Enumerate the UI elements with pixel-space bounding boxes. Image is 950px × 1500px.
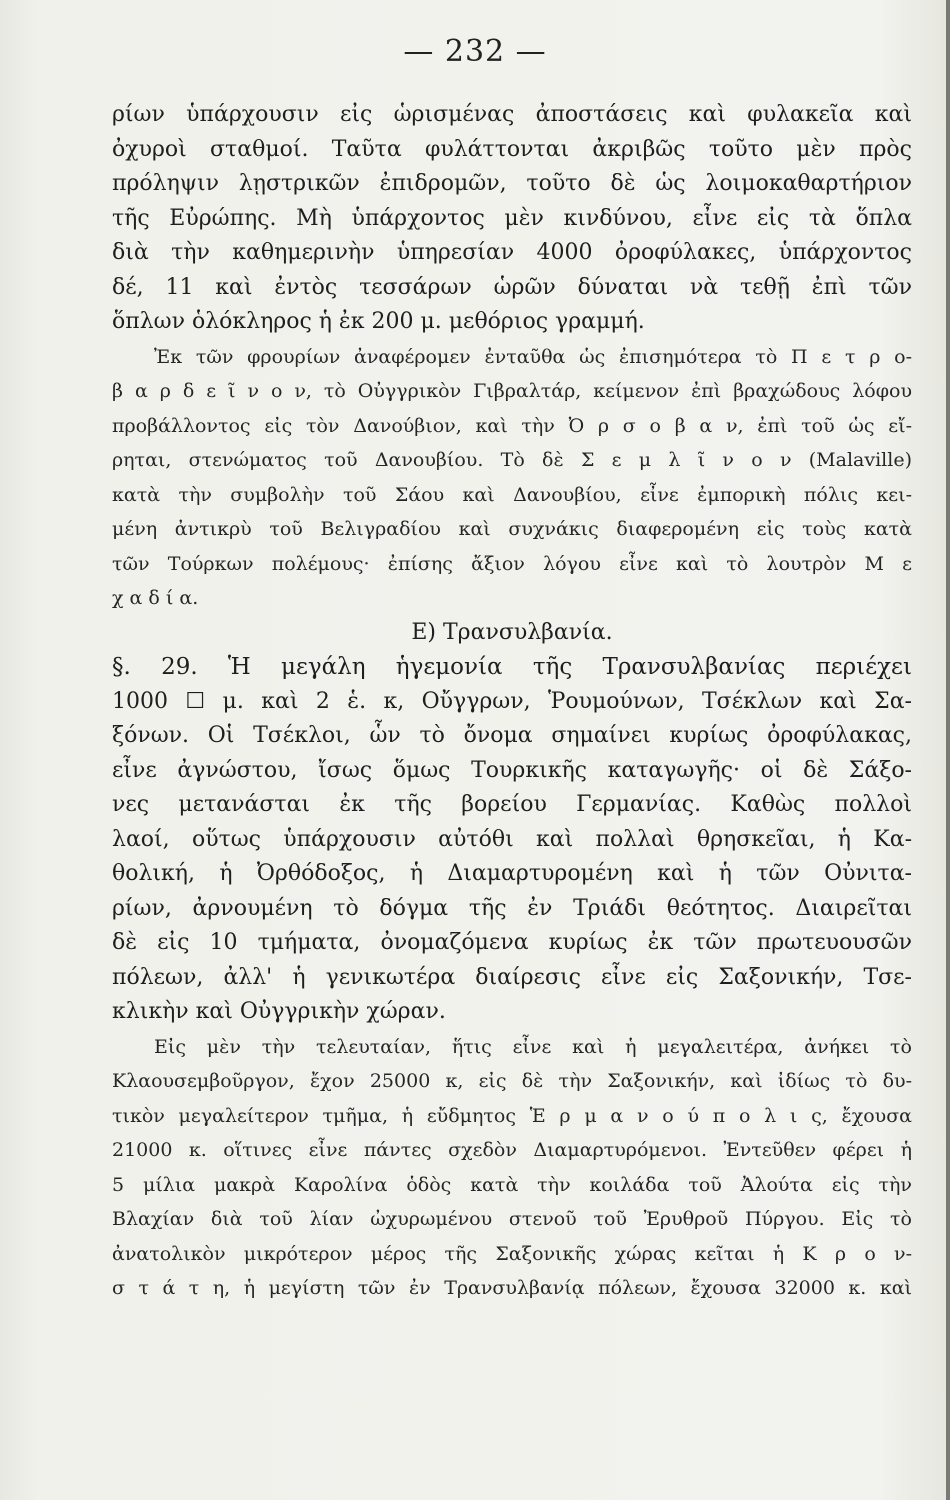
- text-line: τῶν Τούρκων πολέμους· ἐπίσης ἄξιον λόγου εἶνε καὶ τὸ λουτρὸν Μ ε: [112, 552, 912, 575]
- text-line: λαοί, οὕτως ὑπάρχουσιν αὐτόθι καὶ πολλαὶ θρησκεῖαι, ἡ Κα-: [112, 826, 912, 852]
- paragraph-cities: [112, 1030, 912, 1306]
- text-line: σ τ ά τ η, ἡ μεγίστη τῶν ἐν Τρανσυλβανίᾳ πόλεων, ἔχουσα 32000 κ. καὶ: [112, 1277, 912, 1299]
- text-line: διὰ τὴν καθημερινὴν ὑπηρεσίαν 4000 ὀροφύλακες, ὑπάρχοντος: [112, 240, 912, 265]
- text-line: ὅπλων ὁλόκληρος ἡ ἐκ 200 μ. μεθόριος γραμμή.: [112, 309, 645, 334]
- text-line: πρόληψιν λῃστρικῶν ἐπιδρομῶν, τοῦτο δὲ ὡς λοιμοκαθαρτήριον: [112, 171, 912, 196]
- page-body: [112, 98, 912, 1306]
- paragraph-transylvania: [112, 650, 912, 1030]
- page-number: — 232 —: [403, 34, 547, 69]
- text-line: νες μετανάσται ἐκ τῆς βορείου Γερμανίας. Καθὼς πολλοὶ: [112, 792, 912, 817]
- text-line: τικὸν μεγαλείτερον τμῆμα, ἡ εὔδμητος Ἑ ρ μ α ν ο ύ π ο λ ι ς, ἔχουσα: [112, 1104, 912, 1127]
- text-line: β α ρ δ ε ῖ ν ο ν, τὸ Οὐγγρικὸν Γιβραλτάρ, κείμενον ἐπὶ βραχώδους λόφου: [112, 380, 912, 402]
- text-line: Κλαουσεμβοῦργον, ἔχον 25000 κ, εἰς δὲ τὴν Σαξονικήν, καὶ ἰδίως τὸ δυ-: [112, 1070, 912, 1092]
- text-line: Εἰς μὲν τὴν τελευταίαν, ἥτις εἶνε καὶ ἡ μεγαλειτέρα, ἀνήκει τὸ: [154, 1035, 912, 1058]
- text-line: Βλαχίαν διὰ τοῦ λίαν ὠχυρωμένου στενοῦ τοῦ Ἐρυθροῦ Πύργου. Εἰς τὸ: [112, 1208, 912, 1230]
- text-line: κλικὴν καὶ Οὐγγρικὴν χώραν.: [112, 999, 446, 1024]
- text-line: 21000 κ. οἵτινες εἶνε πάντες σχεδὸν Διαμαρτυρόμενοι. Ἐντεῦθεν φέρει ἡ: [112, 1139, 912, 1161]
- text-line: Ἐκ τῶν φρουρίων ἀναφέρομεν ἐνταῦθα ὡς ἐπισημότερα τὸ Π ε τ ρ ο-: [154, 345, 912, 368]
- text-line: προβάλλοντος εἰς τὸν Δανούβιον, καὶ τὴν Ὀ ρ σ ο β α ν, ἐπὶ τοῦ ὡς εἴ-: [112, 414, 912, 437]
- text-line: 5 μίλια μακρὰ Καρολίνα ὁδὸς κατὰ τὴν κοιλάδα τοῦ Ἀλούτα εἰς τὴν: [112, 1173, 912, 1196]
- text-line: ρηται, στενώματος τοῦ Δανουβίου. Τὸ δὲ Σ ε μ λ ῖ ν ο ν (Malaville): [112, 449, 912, 471]
- text-line: θολική, ἡ Ὀρθόδοξος, ἡ Διαμαρτυρομένη καὶ ἡ τῶν Οὐνιτα-: [112, 861, 912, 886]
- text-line: πόλεων, ἀλλ' ἡ γενικωτέρα διαίρεσις εἶνε εἰς Σαξονικήν, Τσε-: [112, 964, 912, 990]
- text-line: δέ, 11 καὶ ἐντὸς τεσσάρων ὡρῶν δύναται νὰ τεθῇ ἐπὶ τῶν: [112, 274, 912, 300]
- text-line: χ α δ ί α.: [112, 587, 199, 609]
- text-line: ρίων ὑπάρχουσιν εἰς ὡρισμένας ἀποστάσεις καὶ φυλακεῖα καὶ: [112, 102, 912, 127]
- text-line: εἶνε ἀγνώστου, ἴσως ὅμως Τουρκικῆς καταγωγῆς· οἱ δὲ Σάξο-: [112, 757, 912, 783]
- text-line: ὀχυροὶ σταθμοί. Ταῦτα φυλάττονται ἀκριβῶς τοῦτο μὲν πρὸς: [112, 136, 912, 162]
- text-line: δὲ εἰς 10 τμήματα, ὀνομαζόμενα κυρίως ἐκ τῶν πρωτευουσῶν: [112, 930, 912, 955]
- text-line: ρίων, ἀρνουμένη τὸ δόγμα τῆς ἐν Τριάδι θεότητος. Διαιρεῖται: [112, 895, 912, 921]
- text-line: ξόνων. Οἱ Τσέκλοι, ὧν τὸ ὄνομα σημαίνει κυρίως ὀροφύλακας,: [112, 723, 912, 748]
- paragraph-frontier-guards: [112, 98, 912, 340]
- text-line: κατὰ τὴν συμβολὴν τοῦ Σάου καὶ Δανουβίου, εἶνε ἐμπορικὴ πόλις κει-: [112, 483, 912, 506]
- section-heading: Ε) Τρανσυλβανία.: [411, 619, 613, 645]
- text-line: τῆς Εὐρώπης. Μὴ ὑπάρχοντος μὲν κινδύνου, εἶνε εἰς τὰ ὅπλα: [112, 205, 912, 231]
- section-title-line: §. 29. Ἡ μεγάλη ἡγεμονία τῆς Τρανσυλβανίας περιέχει: [112, 654, 912, 680]
- paragraph-fortresses: [112, 340, 912, 616]
- text-line: μένη ἀντικρὺ τοῦ Βελιγραδίου καὶ συχνάκις διαφερομένη εἰς τοὺς κατὰ: [112, 518, 912, 540]
- text-line: ἀνατολικὸν μικρότερον μέρος τῆς Σαξονικῆς χώρας κεῖται ἡ Κ ρ ο ν-: [112, 1242, 912, 1265]
- text-line: 1000 ☐ μ. καὶ 2 ἑ. κ, Οὔγγρων, Ῥουμούνων, Τσέκλων καὶ Σα-: [112, 688, 912, 714]
- page-edge-shadow: [946, 0, 950, 1500]
